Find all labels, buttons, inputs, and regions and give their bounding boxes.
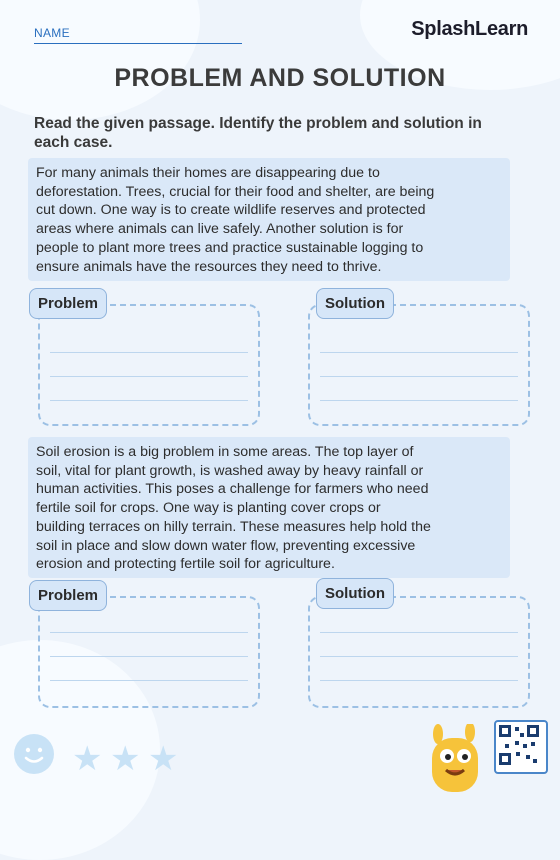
passage-line: people to plant more trees and practice sustainable logging to: [36, 239, 424, 256]
passage-line: areas where animals can live safely. Another solution is for: [36, 221, 404, 238]
writing-line: [320, 656, 518, 657]
passage-line: human activities. This poses a challenge for farmers who need: [36, 481, 429, 498]
writing-line: [50, 632, 248, 633]
problem-answer-box[interactable]: [38, 596, 260, 708]
writing-line: [320, 400, 518, 401]
passage-line: deforestation. Trees, crucial for their food and shelter, are being: [36, 183, 435, 200]
star-icon: ★: [72, 740, 103, 778]
qr-code-icon: [494, 720, 548, 774]
writing-line: [50, 400, 248, 401]
solution-answer-box[interactable]: [308, 596, 530, 708]
instruction-text: Read the given passage. Identify the problem and solution in each case.: [34, 115, 482, 151]
passage-1: [28, 158, 510, 281]
writing-line: [320, 352, 518, 353]
problem-answer-box[interactable]: [38, 304, 260, 426]
star-icon: ★: [148, 740, 179, 778]
splashlearn-logo: SplashLearn: [411, 18, 528, 40]
solution-label: Solution: [316, 578, 394, 609]
writing-line: [50, 376, 248, 377]
passage-line: For many animals their homes are disappearing due to: [36, 165, 380, 181]
solution-label: Solution: [316, 288, 394, 319]
passage-2: [28, 437, 510, 578]
passage-line: building terraces on hilly terrain. These measures help hold the: [36, 518, 431, 535]
solution-answer-box[interactable]: [308, 304, 530, 426]
passage-line: ensure animals have the resources they need to thrive.: [36, 258, 382, 275]
passage-line: cut down. One way is to create wildlife reserves and protected: [36, 202, 426, 219]
writing-line: [320, 632, 518, 633]
mascot-icon: [424, 724, 486, 792]
star-icon: ★: [110, 740, 141, 778]
smiley-icon: [14, 734, 54, 774]
writing-line: [50, 352, 248, 353]
passage-line: soil, vital for plant growth, is washed away by heavy rainfall or: [36, 462, 424, 479]
passage-line: fertile soil for crops. One way is planting cover crops or: [36, 500, 381, 517]
writing-line: [50, 656, 248, 657]
writing-line: [50, 680, 248, 681]
passage-line: Soil erosion is a big problem in some areas. The top layer of: [36, 444, 414, 460]
passage-line: erosion and protecting fertile soil for agriculture.: [36, 556, 335, 573]
name-field-label: NAME: [34, 26, 242, 44]
worksheet-title: PROBLEM AND SOLUTION: [114, 64, 446, 92]
problem-label: Problem: [29, 288, 107, 319]
writing-line: [320, 376, 518, 377]
background-blob: [0, 0, 200, 120]
problem-label: Problem: [29, 580, 107, 611]
passage-line: soil in place and slow down water flow, preventing excessive: [36, 537, 416, 554]
writing-line: [320, 680, 518, 681]
